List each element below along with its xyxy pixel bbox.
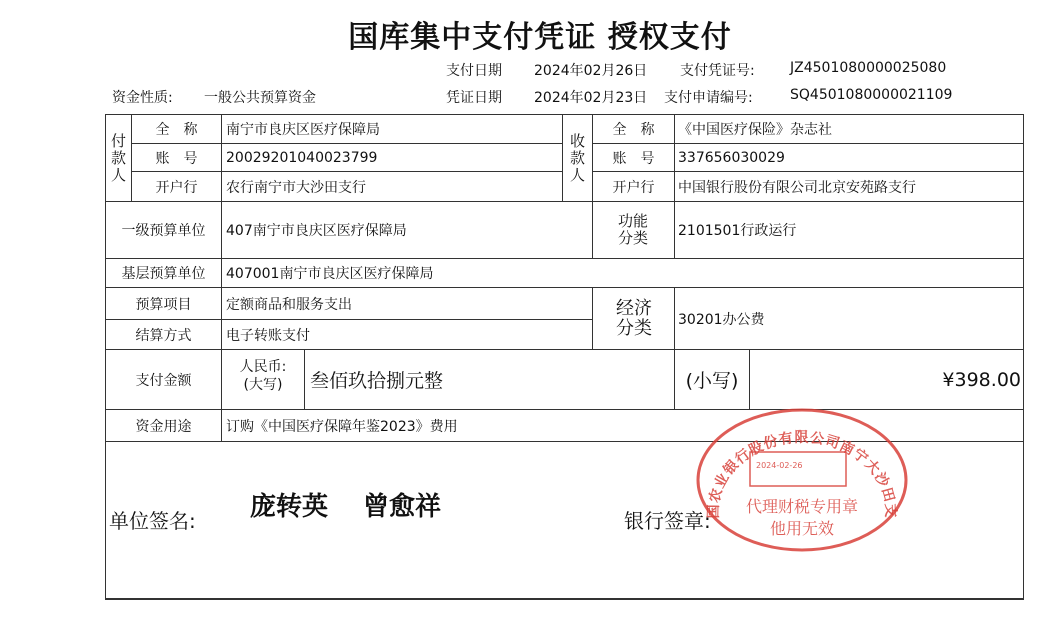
payer-bank-value: 农行南宁市大沙田支行 (226, 179, 366, 196)
level1-budget-label: 一级预算单位 (121, 223, 206, 239)
payer-name-label: 全 称 (155, 122, 198, 138)
amount-lower-value: ¥398.00 (942, 368, 1021, 391)
unit-signature-label: 单位签名: (109, 509, 196, 533)
signature-names: 庞转英 曾愈祥 (250, 492, 442, 522)
amount-upper-value: 叁佰玖拾捌元整 (310, 370, 444, 392)
voucher-date-value: 2024年02月23日 (534, 90, 648, 106)
svg-text:中国农业银行股份有限公司南宁大沙田支行: 国农业银行股份有限公司南宁大沙田支 (705, 430, 899, 519)
payee-name-value: 《中国医疗保险》杂志社 (678, 122, 832, 138)
settle-method-value: 电子转账支付 (226, 327, 310, 344)
payee-bank-value: 中国银行股份有限公司北京安苑路支行 (678, 179, 916, 196)
payer-bank-label: 开户行 (155, 179, 198, 196)
pay-date-value: 2024年02月26日 (534, 63, 648, 79)
voucher-no-value: JZ4501080000025080 (790, 60, 947, 76)
payee-name-label: 全 称 (612, 122, 655, 138)
purpose-value: 订购《中国医疗保障年鉴2023》费用 (226, 418, 458, 435)
pay-date-label: 支付日期 (446, 63, 502, 79)
function-class-label: 功能分类 (617, 212, 648, 247)
bank-signature-label: 银行签章: (624, 509, 711, 533)
apply-no-value: SQ4501080000021109 (790, 87, 953, 103)
purpose-label: 资金用途 (135, 418, 192, 435)
base-budget-value: 407001南宁市良庆区医疗保障局 (226, 266, 434, 282)
rmb-label: 人民币: (239, 359, 287, 375)
level1-budget-value: 407南宁市良庆区医疗保障局 (226, 223, 407, 239)
voucher-date-label: 凭证日期 (446, 90, 502, 106)
svg-text:代理财税专用章: 代理财税专用章 (745, 497, 859, 516)
upper-label: (大写) (243, 377, 283, 393)
base-budget-label: 基层预算单位 (121, 266, 206, 282)
voucher-no-label: 支付凭证号: (680, 63, 755, 79)
payee-account-value: 337656030029 (678, 149, 785, 166)
svg-text:他用无效: 他用无效 (769, 519, 835, 538)
econ-class-value: 30201办公费 (678, 311, 765, 328)
budget-item-label: 预算项目 (135, 296, 192, 313)
settle-method-label: 结算方式 (135, 327, 192, 344)
function-class-value: 2101501行政运行 (678, 223, 797, 239)
payer-label: 付款人 (110, 131, 126, 184)
apply-no-label: 支付申请编号: (664, 90, 753, 106)
fund-nature-label: 资金性质: (112, 90, 173, 106)
payee-bank-label: 开户行 (612, 179, 655, 196)
payer-account-value: 20029201040023799 (226, 149, 378, 166)
payer-name-value: 南宁市良庆区医疗保障局 (226, 122, 380, 138)
amount-label: 支付金额 (135, 372, 192, 389)
payee-label: 收款人 (569, 131, 585, 184)
bank-stamp (692, 392, 912, 552)
econ-class-label: 经济分类 (616, 297, 652, 339)
amount-lower-label: (小写) (685, 370, 739, 392)
bank-stamp-graphic (692, 392, 912, 552)
budget-item-value: 定额商品和服务支出 (226, 296, 352, 313)
voucher-title: 国库集中支付凭证 授权支付 (348, 20, 732, 55)
payee-account-label: 账 号 (612, 150, 655, 167)
svg-text:2024-02-26: 2024-02-26 (756, 461, 803, 470)
fund-nature-value: 一般公共预算资金 (204, 90, 316, 106)
rmb-label-group (226, 358, 300, 394)
payer-account-label: 账 号 (155, 150, 198, 167)
